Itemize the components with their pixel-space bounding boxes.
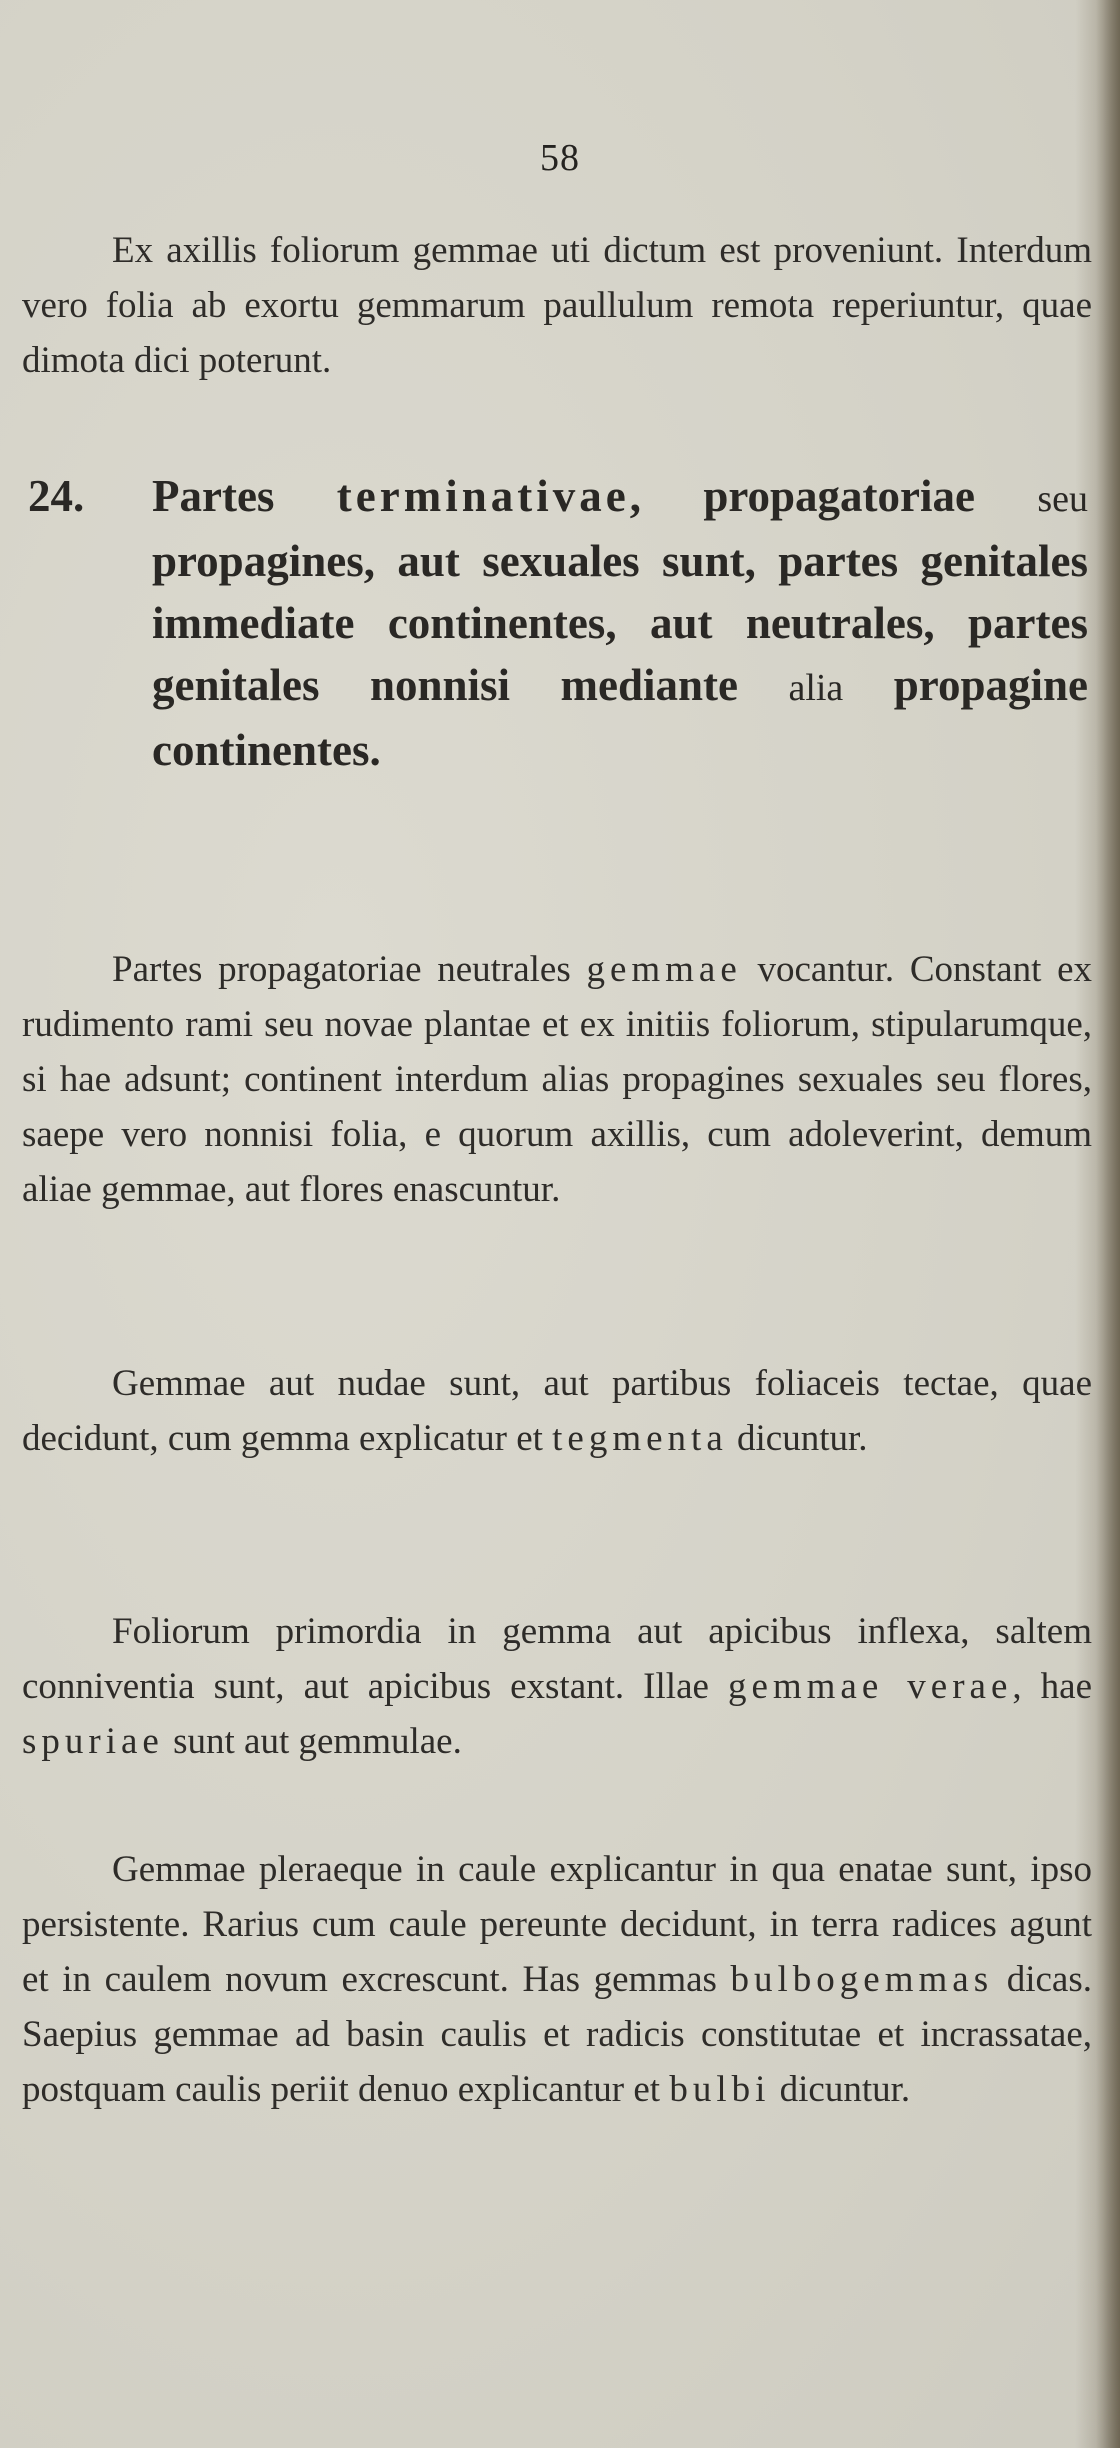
- text-run: Partes propagatoriae neutrales: [112, 949, 587, 990]
- term-gemmae: gemmae: [586, 949, 742, 990]
- heading-part-seu: seu: [1037, 478, 1088, 520]
- section-number: 24.: [28, 471, 85, 521]
- heading-part: Partes: [152, 471, 337, 521]
- heading-term-terminativae: terminativae: [336, 471, 630, 521]
- paragraph-primordia: [22, 1604, 1092, 1769]
- term-bulbi: bulbi: [669, 2069, 771, 2110]
- text-run: dicuntur.: [727, 1418, 868, 1459]
- paragraph-bulbi: [22, 1842, 1092, 2117]
- paragraph-bulbi-block: [22, 1842, 1092, 2117]
- text-run: dicas. Saepius gemmae ad basin caulis et radicis constitutae et incrassatae, postquam caulis periit denuo explicantur et: [22, 1959, 1092, 2110]
- heading-part: , propagatoriae: [629, 471, 1038, 521]
- paragraph-primordia-block: [22, 1604, 1092, 1769]
- text-run: Foliorum primordia in gemma aut apicibus inflexa, saltem conniventia sunt, aut apicibus exstant. Illae: [22, 1611, 1092, 1707]
- text-run: vocantur. Constant ex rudimento rami seu novae plantae et ex initiis foliorum, stipularumque, si hae adsunt; continent interdum alias propagines sexuales seu flores, saepe vero nonnisi folia, e quorum axillis, cum adoleverint, demum aliae gemmae, aut flores enascuntur.: [22, 949, 1092, 1210]
- section-heading-text: [152, 465, 1088, 781]
- term-spuriae: spuriae: [22, 1721, 164, 1762]
- term-tegmenta: tegmenta: [552, 1418, 728, 1459]
- paragraph-tegmenta-block: [22, 1356, 1092, 1466]
- term-gemmae-verae: gemmae verae: [727, 1666, 1013, 1707]
- term-bulbogemmas: bulbogemmas: [730, 1959, 994, 2000]
- intro-paragraph: Ex axillis foliorum gemmae uti dictum est proveniunt. Interdum vero folia ab exortu gemmarum paullulum remota reperiuntur, quae dimota dici poterunt.: [22, 230, 1092, 381]
- paragraph-gemmae: [22, 942, 1092, 1217]
- section-heading: [28, 465, 1088, 781]
- heading-part: propagine continentes.: [152, 660, 1088, 775]
- text-run: dicuntur.: [770, 2069, 911, 2110]
- text-run: Gemmae aut nudae sunt, aut partibus foliaceis tectae, quae decidunt, cum gemma explicatur et: [22, 1363, 1092, 1459]
- intro-paragraph-block: [22, 223, 1092, 388]
- page-number: 58: [540, 137, 580, 179]
- paragraph-gemmae-block: [22, 942, 1092, 1217]
- heading-part: propagines, aut sexuales sunt, partes genitales immediate continentes, aut neutrales, partes genitales nonnisi mediante: [152, 536, 1088, 710]
- spine-shadow: [1096, 0, 1120, 2448]
- paragraph-tegmenta: [22, 1356, 1092, 1466]
- text-run: , hae: [1012, 1666, 1092, 1707]
- heading-part-alia: alia: [788, 667, 844, 709]
- text-run: Gemmae pleraeque in caule explicantur in qua enatae sunt, ipso persistente. Rarius cum caule pereunte decidunt, in terra radices agunt et in caulem novum excrescunt. Has gemmas: [22, 1849, 1092, 2000]
- text-run: sunt aut gemmulae.: [163, 1721, 462, 1762]
